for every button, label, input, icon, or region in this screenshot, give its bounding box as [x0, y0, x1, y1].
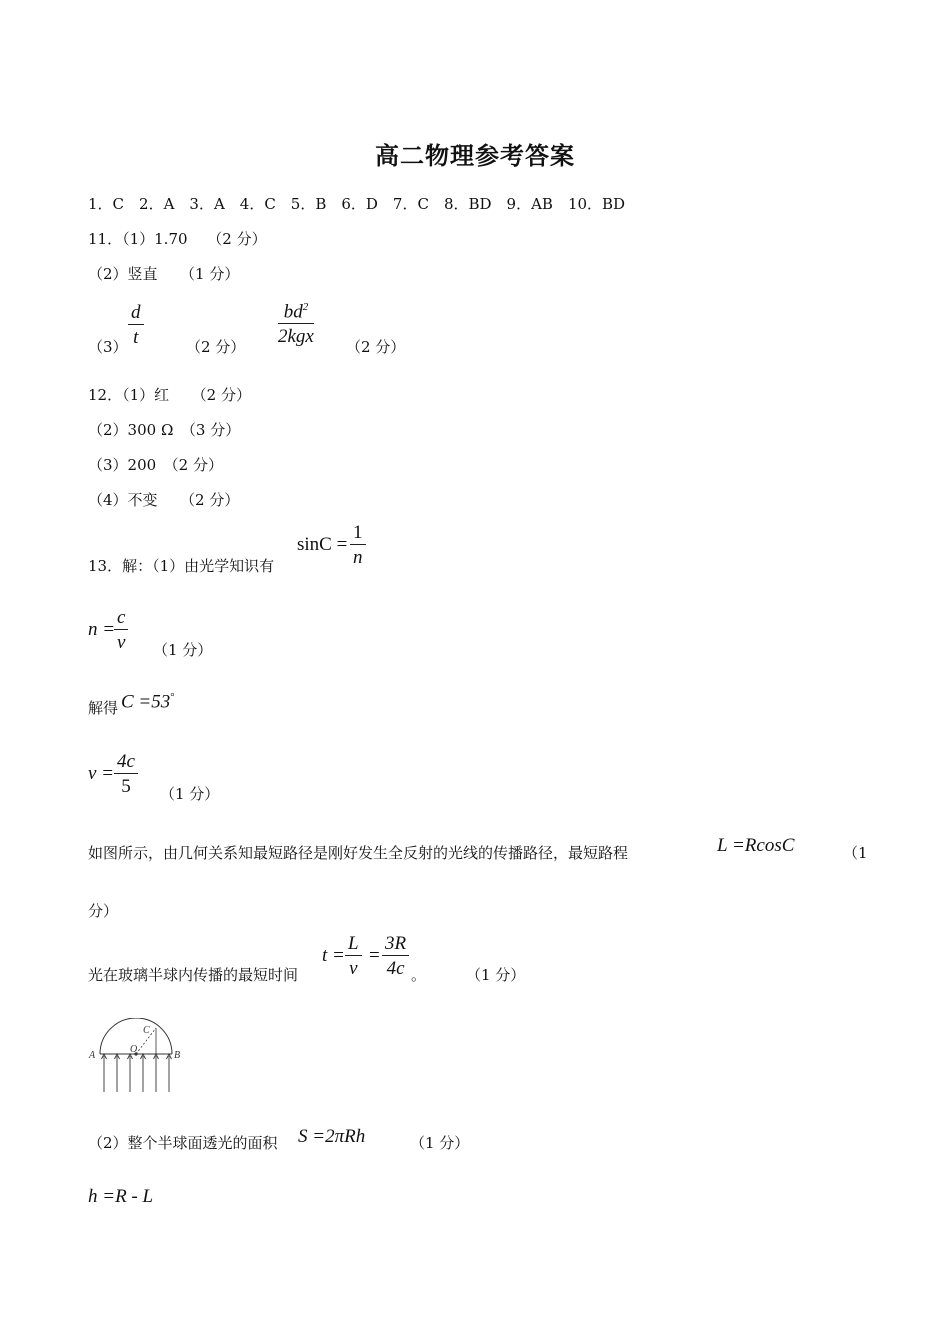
q13-L-formula: L =RcosC [717, 835, 795, 856]
q11-line3-label: （3） [88, 338, 128, 356]
q12-line3: （3）200 （2 分） [88, 456, 223, 474]
q13-sinC-frac [350, 522, 366, 569]
q13-score-n: （1 分） [153, 641, 213, 659]
q13-time-text: 光在玻璃半球内传播的最短时间 [88, 966, 299, 984]
q13-area-text: （2）整个半球面透光的面积 [88, 1134, 278, 1152]
q13-S-formula: S =2πRh [298, 1126, 366, 1147]
q13-t-end: 。 [411, 966, 427, 984]
q13-t-frac1 [345, 933, 362, 980]
q11-line1: 11．（1）1.70 （2 分） [88, 230, 267, 248]
q13-t-den1: v [349, 958, 358, 979]
q13-t-den2: 4c [386, 958, 405, 979]
q11-score1: （2 分） [186, 338, 246, 356]
q13-t-num2: 3R [382, 933, 409, 956]
q11-frac-d-over-t [128, 302, 144, 349]
q13-score-S: （1 分） [410, 1134, 470, 1152]
label-C: C [143, 1025, 150, 1036]
label-O: O [130, 1044, 138, 1055]
q11-frac2-den: 2kgx [278, 326, 314, 348]
q11-score2: （2 分） [346, 338, 406, 356]
q12-line1: 12．（1）红 （2 分） [88, 386, 251, 404]
q13-v-den: 5 [121, 776, 131, 797]
q11-frac1-num: d [128, 302, 144, 325]
q11-frac1-den: t [133, 327, 139, 348]
q13-n-num: c [114, 607, 128, 630]
q13-C-value-wrap [121, 691, 175, 713]
q11-frac2-sup: 2 [302, 301, 309, 313]
q13-v-lhs: v = [88, 763, 115, 784]
q11-frac2-num-wrap [278, 296, 314, 324]
q13-solve-label: 解得 [88, 699, 119, 717]
q13-degree: ° [170, 691, 175, 703]
q13-path-text: 如图所示，由几何关系知最短路径是刚好发生全反射的光线的传播路径，最短路程 [88, 844, 629, 862]
q13-t-eq: = [369, 945, 380, 966]
q13-score-v: （1 分） [160, 785, 220, 803]
q13-h-formula: h =R - L [88, 1186, 154, 1207]
q13-sinC-lhs: sinC = [297, 534, 348, 555]
q13-intro: 13．解：（1）由光学知识有 [88, 557, 275, 575]
incident-rays [102, 1054, 172, 1092]
q11-frac-bd2 [278, 296, 314, 348]
q13-score-t: （1 分） [466, 966, 526, 984]
mc-answers: 1．C 2．A 3．A 4．C 5．B 6．D 7．C 8．BD 9．AB 10．BD [88, 195, 626, 213]
q12-line4: （4）不变 （2 分） [88, 491, 240, 509]
q13-C-value: C =53 [121, 691, 171, 713]
q12-line2: （2）300 Ω （3 分） [88, 421, 241, 439]
q11-frac2-num: bd [283, 301, 303, 323]
label-B: B [174, 1050, 181, 1061]
hemisphere-figure [88, 1018, 188, 1098]
q13-v-num: 4c [114, 751, 138, 774]
q13-sinC-num: 1 [350, 522, 366, 545]
q13-t-num1: L [345, 933, 362, 956]
q13-n-lhs: n = [88, 619, 116, 640]
q13-sinC-den: n [353, 547, 363, 568]
q11-line2: （2）竖直 （1 分） [88, 265, 240, 283]
q13-n-den: v [117, 632, 126, 653]
q13-t-lhs: t = [322, 945, 345, 966]
q13-t-frac2 [382, 933, 409, 980]
q13-v-frac [114, 751, 138, 798]
q13-path-score-open: （1 [843, 844, 868, 862]
page-title: 高二物理参考答案 [375, 141, 575, 170]
q13-n-frac [114, 607, 128, 654]
label-A: A [89, 1050, 96, 1061]
q13-path-score-close: 分） [88, 902, 119, 920]
